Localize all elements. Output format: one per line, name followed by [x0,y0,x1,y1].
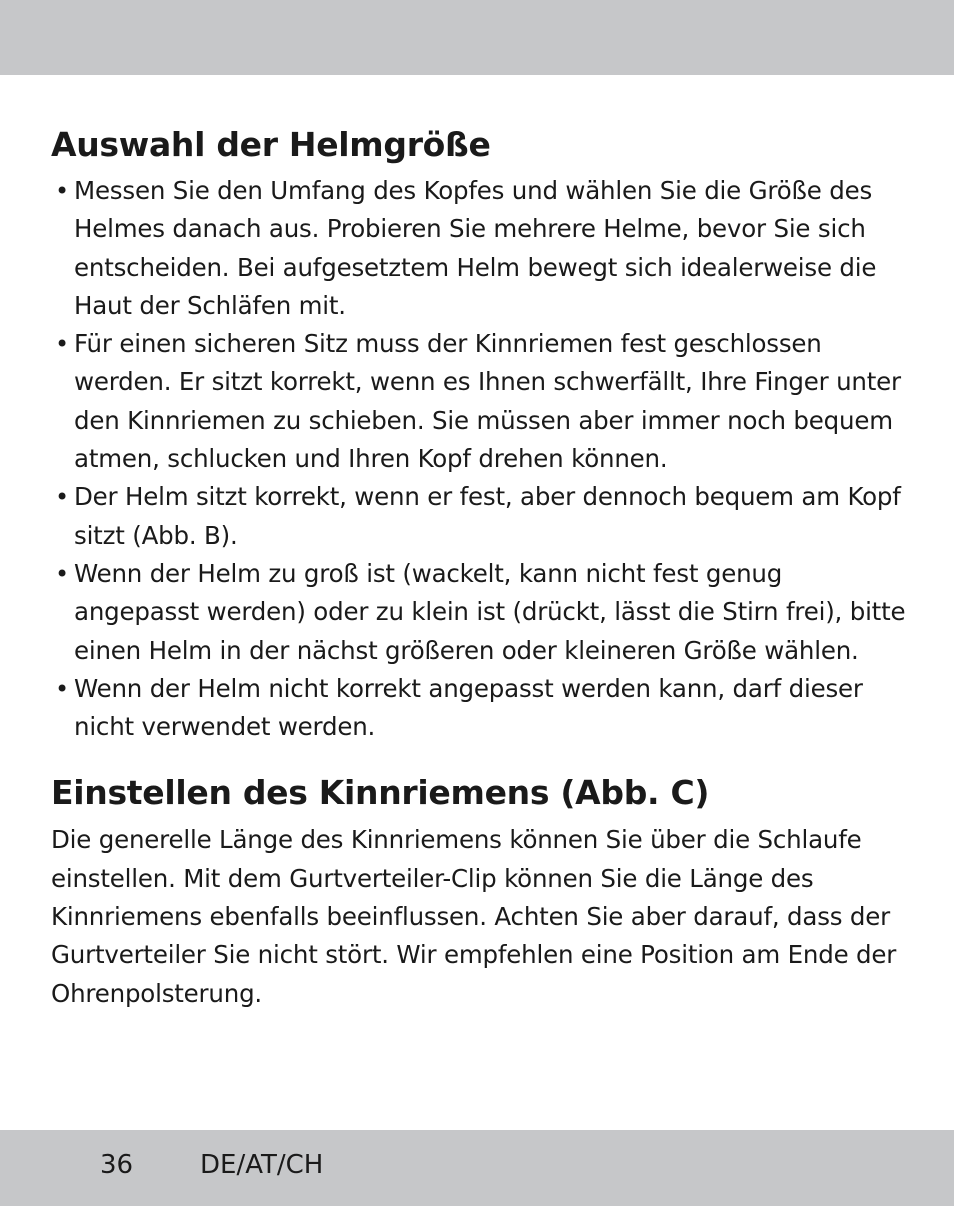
bullet-dot-icon: • [55,177,69,205]
bullet-item [51,555,911,670]
bullet-item [51,325,911,478]
page-number: 36 [100,1150,134,1180]
bullet-text: Wenn der Helm zu groß ist (wackelt, kann nicht fest genug angepasst werden) oder zu klein ist (drückt, lässt die Stirn frei), bitte einen Helm in der nächst größeren oder kleineren Größe wählen. [74,558,906,665]
helmet-size-bullet-list [51,172,911,746]
chin-strap-paragraph: Die generelle Länge des Kinnriemens können Sie über die Schlaufe einstellen. Mit dem Gurtverteiler-Clip können Sie die Länge des Kinnriemens ebenfalls beeinflussen. Achten Sie aber darauf, dass der Gurtverteiler Sie nicht stört. Wir empfehlen eine Position am Ende der Ohrenpolsterung. [51,825,897,1008]
bullet-dot-icon: • [55,483,69,512]
bullet-text: Für einen sicheren Sitz muss der Kinnriemen fest geschlossen werden. Er sitzt korrekt, wenn es Ihnen schwerfällt, Ihre Finger unter den Kinnriemen zu schieben. Sie müssen aber immer noch bequem atmen, schlucken und Ihren Kopf drehen können. [74,329,901,474]
bullet-item [51,670,911,747]
bullet-item [51,478,911,555]
header-band [0,0,954,75]
bullet-text: Messen Sie den Umfang des Kopfes und wählen Sie die Größe des Helmes danach aus. Probieren Sie mehrere Helme, bevor Sie sich entscheiden. Bei aufgesetztem Helm bewegt sich idealerweise die Haut der Schläfen mit. [74,176,877,320]
bullet-dot-icon: • [55,674,69,703]
country-code: DE/AT/CH [200,1150,324,1180]
page-content [51,118,911,1013]
bullet-text: Wenn der Helm nicht korrekt angepasst werden kann, darf dieser nicht verwendet werden. [74,673,863,742]
section-title-chin-strap: Einstellen des Kinnriemens (Abb. C) [51,773,710,813]
section-title-helmet-size: Auswahl der Helmgröße [51,125,491,164]
footer-band [0,1130,954,1206]
bullet-item [51,172,911,325]
bullet-text: Der Helm sitzt korrekt, wenn er fest, aber dennoch bequem am Kopf sitzt (Abb. B). [74,482,901,550]
bullet-dot-icon: • [55,330,69,359]
bullet-dot-icon: • [55,559,69,588]
